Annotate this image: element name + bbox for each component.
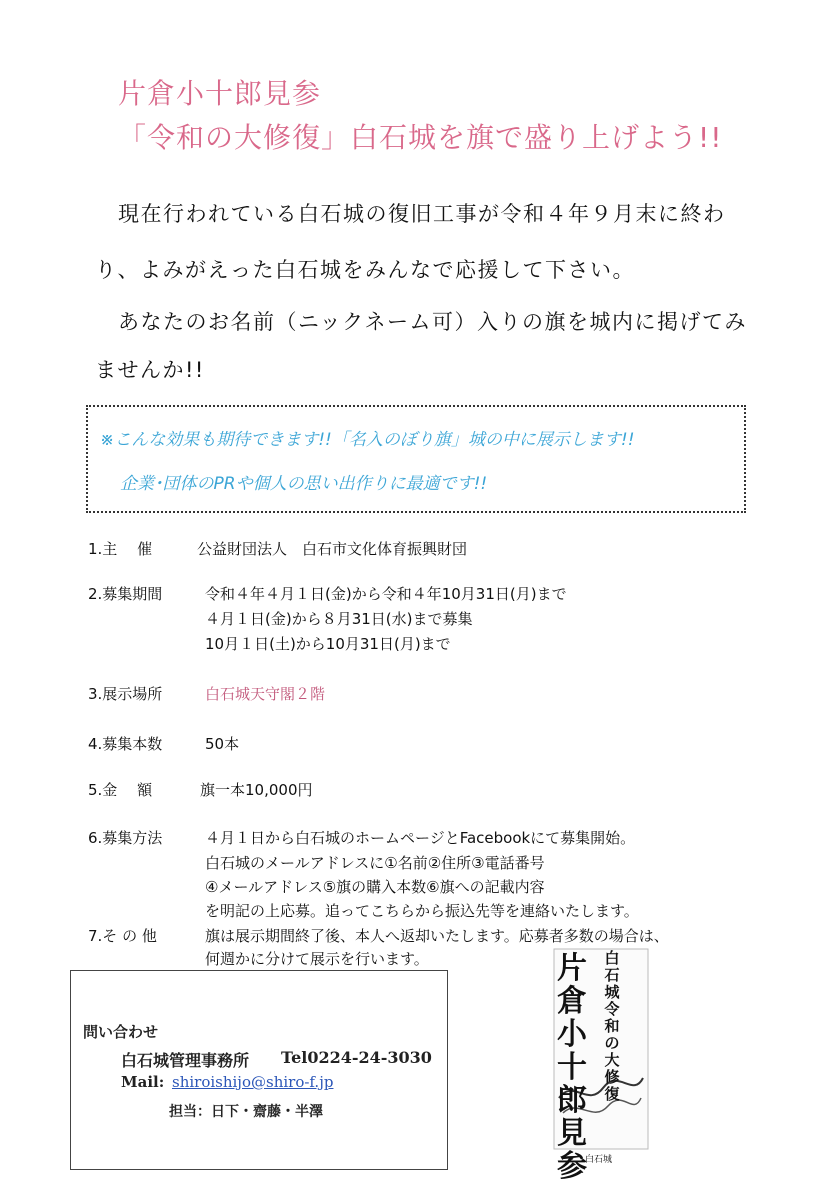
- period-line-1: 令和４年４月１日(金)から令和４年10月31日(月)まで: [205, 585, 567, 603]
- contact-mail-link[interactable]: shiroishijo@shiro-f.jp: [172, 1073, 334, 1091]
- notice-line-2: 企業･団体のPRや個人の思い出作りに最適です!!: [120, 474, 488, 494]
- place-value: 白石城天守閣２階: [205, 685, 326, 703]
- banner-main-text: 片倉小十郎見参: [557, 951, 587, 1184]
- method-label: 6.募集方法: [88, 829, 163, 847]
- method-line-1: ４月１日から白石城のホームページとFacebookにて募集開始。: [205, 829, 636, 847]
- period-line-3: 10月１日(土)から10月31日(月)まで: [205, 635, 451, 653]
- nobori-banner-image: [553, 948, 649, 1184]
- price-label: 5.金 額: [88, 781, 153, 799]
- title-line-2: 「令和の大修復」白石城を旗で盛り上げよう!!: [118, 121, 723, 154]
- contact-mail-label: Mail:: [121, 1073, 165, 1091]
- count-value: 50本: [205, 735, 240, 753]
- method-line-4: を明記の上応募。追ってこちらから振込先等を連絡いたします。: [205, 902, 639, 920]
- notice-line-1: ※こんな効果も期待できます!!「名入のぼり旗」城の中に展示します!!: [100, 430, 635, 450]
- banner-side-text: 白石城令和の大修復: [604, 949, 620, 1103]
- notice-box: [86, 405, 746, 513]
- contact-persons: 担当：日下・齋藤・半澤: [169, 1104, 323, 1120]
- place-label: 3.展示場所: [88, 685, 163, 703]
- method-line-3: ④メールアドレス⑤旗の購入本数⑥旗への記載内容: [205, 878, 545, 896]
- count-label: 4.募集本数: [88, 735, 163, 753]
- price-value: 旗一本10,000円: [200, 781, 313, 799]
- contact-box: [70, 970, 448, 1170]
- title-line-1: 片倉小十郎見参: [118, 77, 322, 110]
- other-line-1: 旗は展示期間終了後、本人へ返却いたします。応募者多数の場合は、: [205, 927, 669, 945]
- banner-footer-text: 白石城: [585, 1155, 613, 1165]
- period-label: 2.募集期間: [88, 585, 163, 603]
- other-line-2: 何週かに分けて展示を行います。: [205, 950, 429, 968]
- contact-heading: 問い合わせ: [83, 1023, 159, 1041]
- method-line-2: 白石城のメールアドレスに①名前②住所③電話番号: [205, 854, 545, 872]
- organizer-label: 1.主 催: [88, 540, 153, 558]
- intro-line-4: ませんか!!: [95, 358, 205, 382]
- intro-line-2: り、よみがえった白石城をみんなで応援して下さい。: [95, 258, 635, 282]
- other-label: 7.そ の 他: [88, 927, 157, 945]
- contact-tel: Tel0224-24-3030: [281, 1048, 432, 1067]
- intro-line-3: あなたのお名前（ニックネーム可）入りの旗を城内に掲げてみ: [118, 310, 747, 334]
- intro-line-1: 現在行われている白石城の復旧工事が令和４年９月末に終わ: [118, 202, 726, 226]
- period-line-2: ４月１日(金)から８月31日(水)まで募集: [205, 610, 473, 628]
- contact-office: 白石城管理事務所: [121, 1051, 250, 1070]
- organizer-value: 公益財団法人 白石市文化体育振興財団: [197, 540, 468, 558]
